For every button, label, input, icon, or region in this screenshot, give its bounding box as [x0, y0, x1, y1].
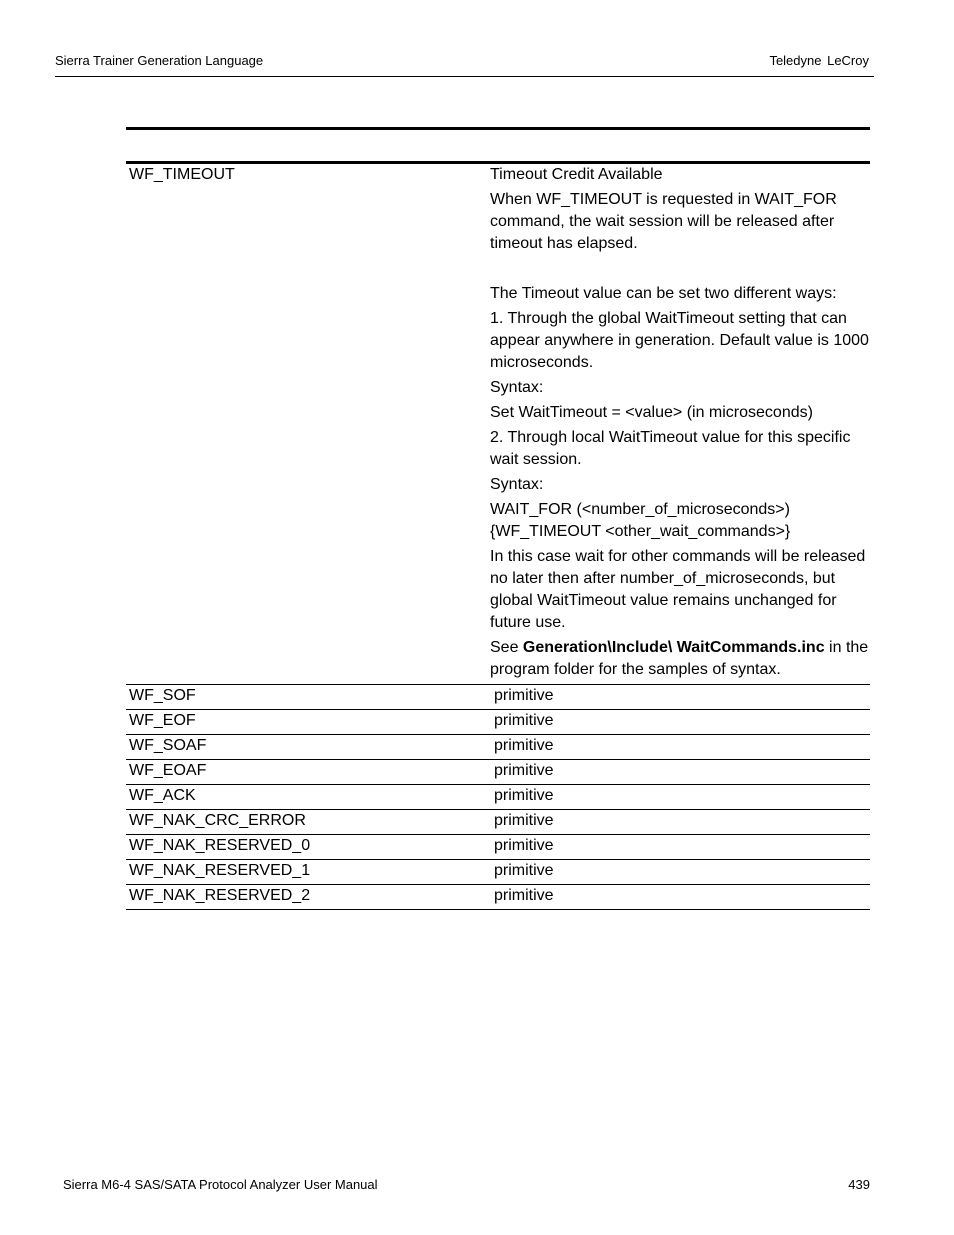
include-file-path: Generation\Include\ WaitCommands.inc	[522, 639, 825, 656]
table-row	[126, 785, 870, 810]
table-row	[126, 885, 870, 910]
table-top-rule	[126, 127, 870, 130]
command-name: WF_EOF	[129, 712, 196, 729]
page-header	[55, 53, 874, 77]
desc-paragraph: In this case wait for other commands will be released no later then after number_of_microseconds, but global WaitTimeout value remains unchanged for future use.	[490, 548, 866, 631]
command-name: WF_NAK_RESERVED_0	[129, 837, 311, 854]
desc-paragraph: Syntax:	[490, 476, 544, 493]
header-title: Sierra Trainer Generation Language	[55, 53, 264, 68]
command-name: WF_NAK_RESERVED_2	[129, 887, 311, 904]
desc-paragraph: WAIT_FOR (<number_of_microseconds>) {WF_TIMEOUT <other_wait_commands>}	[490, 501, 791, 540]
page-number: 439	[848, 1177, 870, 1192]
command-description: primitive	[494, 812, 554, 829]
wait-commands-table	[126, 164, 870, 910]
table-row	[126, 760, 870, 785]
table-row	[126, 860, 870, 885]
command-description: primitive	[494, 787, 554, 804]
command-description: primitive	[494, 837, 554, 854]
header-company: Teledyne LeCroy	[769, 53, 869, 68]
command-name: WF_TIMEOUT	[129, 166, 235, 183]
table-row	[126, 685, 870, 710]
command-name: WF_EOAF	[129, 762, 207, 779]
command-description: primitive	[494, 737, 554, 754]
command-name: WF_SOAF	[129, 737, 207, 754]
see-reference	[490, 637, 870, 681]
desc-paragraph: Syntax:	[490, 379, 544, 396]
see-prefix: See	[490, 639, 523, 656]
manual-title: Sierra M6-4 SAS/SATA Protocol Analyzer User Manual	[63, 1177, 378, 1192]
table-row	[126, 710, 870, 735]
command-description: primitive	[494, 862, 554, 879]
command-description: primitive	[494, 762, 554, 779]
desc-paragraph: The Timeout value can be set two different ways:	[490, 285, 837, 302]
desc-paragraph: Timeout Credit Available	[490, 166, 663, 183]
table-row	[126, 835, 870, 860]
command-name: WF_NAK_CRC_ERROR	[129, 812, 306, 829]
desc-paragraph: 1. Through the global WaitTimeout setting that can appear anywhere in generation. Default value is 1000 microseconds.	[490, 310, 869, 371]
command-name: WF_SOF	[129, 687, 196, 704]
command-name: WF_ACK	[129, 787, 196, 804]
table-row	[126, 735, 870, 760]
desc-paragraph: Set WaitTimeout = <value> (in microseconds)	[490, 404, 813, 421]
see-suffix: in the program folder for the samples of syntax.	[490, 639, 869, 678]
command-description: primitive	[494, 887, 554, 904]
desc-paragraph: 2. Through local WaitTimeout value for this specific wait session.	[490, 429, 851, 468]
command-name: WF_NAK_RESERVED_1	[129, 862, 311, 879]
desc-paragraph: When WF_TIMEOUT is requested in WAIT_FOR command, the wait session will be released after timeout has elapsed.	[490, 191, 837, 252]
command-description: primitive	[494, 712, 554, 729]
table-row	[126, 164, 870, 685]
table-row	[126, 810, 870, 835]
command-description: primitive	[494, 687, 554, 704]
command-description	[490, 164, 870, 681]
